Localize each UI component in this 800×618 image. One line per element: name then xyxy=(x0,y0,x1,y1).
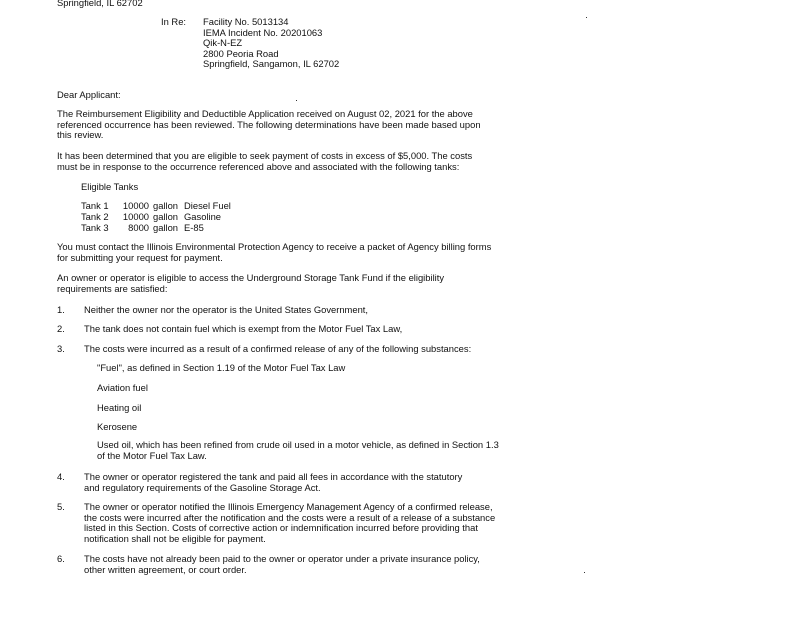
paragraph-application xyxy=(57,109,481,141)
salutation: Dear Applicant: xyxy=(57,89,121,100)
list-item-line: The costs were incurred as a result of a confirmed release of any of the following substances: xyxy=(84,343,472,354)
list-item-line: notification shall not be eligible for payment. xyxy=(84,532,266,544)
tank-unit: gallon xyxy=(153,200,179,211)
paragraph-requirements xyxy=(57,273,444,294)
in-re-incident: IEMA Incident No. 20201063 xyxy=(203,26,323,38)
paragraph-line: The Reimbursement Eligibility and Deductible Application received on August 02, 2021 for the above xyxy=(57,108,473,119)
list-number: 1. xyxy=(57,304,65,315)
tank-capacity: 8000 xyxy=(128,222,149,233)
list-item-line: The tank does not contain fuel which is exempt from the Motor Fuel Tax Law, xyxy=(84,323,403,334)
list-item xyxy=(84,324,402,335)
paragraph-line: It has been determined that you are eligible to seek payment of costs in excess of $5,000. The costs xyxy=(57,150,473,161)
list-item-line: The owner or operator notified the Illinois Emergency Management Agency of a confirmed release, xyxy=(84,501,493,512)
paragraph-line: must be in response to the occurrence referenced above and associated with the following tanks: xyxy=(57,160,460,172)
substance-used-oil xyxy=(97,440,499,461)
tank-capacity: 10000 xyxy=(122,200,149,211)
paragraph-line: You must contact the Illinois Environmental Protection Agency to receive a packet of Agency billing forms xyxy=(57,241,492,252)
tank-label: Tank 2 xyxy=(81,211,109,222)
address-line: Springfield, IL 62702 xyxy=(57,0,143,8)
substance-item: Aviation fuel xyxy=(97,382,148,393)
list-item-line: The owner or operator registered the tank and paid all fees in accordance with the statutory xyxy=(84,471,463,482)
list-item-line: The costs have not already been paid to the owner or operator under a private insurance policy, xyxy=(84,553,480,564)
list-item-line: the costs were incurred after the notification and the costs were a result of a release of a substance xyxy=(84,511,496,523)
list-item xyxy=(84,472,462,493)
list-item xyxy=(84,502,495,544)
tank-fuel: Diesel Fuel xyxy=(184,200,231,211)
scan-speck xyxy=(296,100,297,101)
list-number: 4. xyxy=(57,471,65,482)
tank-unit: gallon xyxy=(153,211,179,222)
list-item-line: and regulatory requirements of the Gasoline Storage Act. xyxy=(84,481,321,493)
list-item-line: Neither the owner nor the operator is the United States Government, xyxy=(84,304,369,315)
paragraph-line: referenced occurrence has been reviewed. The following determinations have been made based upon xyxy=(57,118,481,130)
tank-label: Tank 1 xyxy=(81,200,109,211)
substance-item: "Fuel", as defined in Section 1.19 of the Motor Fuel Tax Law xyxy=(97,362,346,373)
tank-fuel: Gasoline xyxy=(184,211,222,222)
paragraph-contact xyxy=(57,242,491,263)
list-number: 3. xyxy=(57,343,65,354)
eligible-tanks-heading: Eligible Tanks xyxy=(81,181,139,192)
list-item-line-cut xyxy=(84,563,384,575)
substance-item: Heating oil xyxy=(97,402,142,413)
paragraph-line: for submitting your request for payment. xyxy=(57,251,223,263)
scan-speck xyxy=(584,572,585,573)
paragraph-eligibility xyxy=(57,151,472,172)
substance-line: Used oil, which has been refined from crude oil used in a motor vehicle, as defined in Section 1.3 xyxy=(97,439,499,450)
in-re-city: Springfield, Sangamon, IL 62702 xyxy=(203,58,340,70)
list-item-line: listed in this Section. Costs of corrective action or indemnification incurred before providing that xyxy=(84,522,478,534)
list-number: 2. xyxy=(57,323,65,334)
list-item xyxy=(84,305,368,316)
in-re-street: 2800 Peoria Road xyxy=(203,47,279,59)
scan-speck xyxy=(586,17,587,18)
substance-item: Kerosene xyxy=(97,421,138,432)
in-re-label: In Re: xyxy=(161,16,187,27)
paragraph-line: An owner or operator is eligible to access the Underground Storage Tank Fund if the eligibility xyxy=(57,272,445,283)
tank-capacity: 10000 xyxy=(122,211,149,222)
substance-line: of the Motor Fuel Tax Law. xyxy=(97,449,207,461)
list-item xyxy=(84,553,480,575)
list-number: 6. xyxy=(57,553,65,564)
list-number: 5. xyxy=(57,501,65,512)
in-re-facility: Facility No. 5013134 xyxy=(203,16,289,27)
list-item-line: other written agreement, or court order. xyxy=(84,563,247,575)
in-re-block xyxy=(203,17,339,70)
in-re-name: Qik-N-EZ xyxy=(203,37,243,49)
tank-fuel: E-85 xyxy=(184,222,204,233)
tank-unit: gallon xyxy=(153,222,179,233)
list-item xyxy=(84,344,471,355)
tank-label: Tank 3 xyxy=(81,222,109,233)
paragraph-line: this review. xyxy=(57,129,104,141)
paragraph-line: requirements are satisfied: xyxy=(57,282,168,294)
